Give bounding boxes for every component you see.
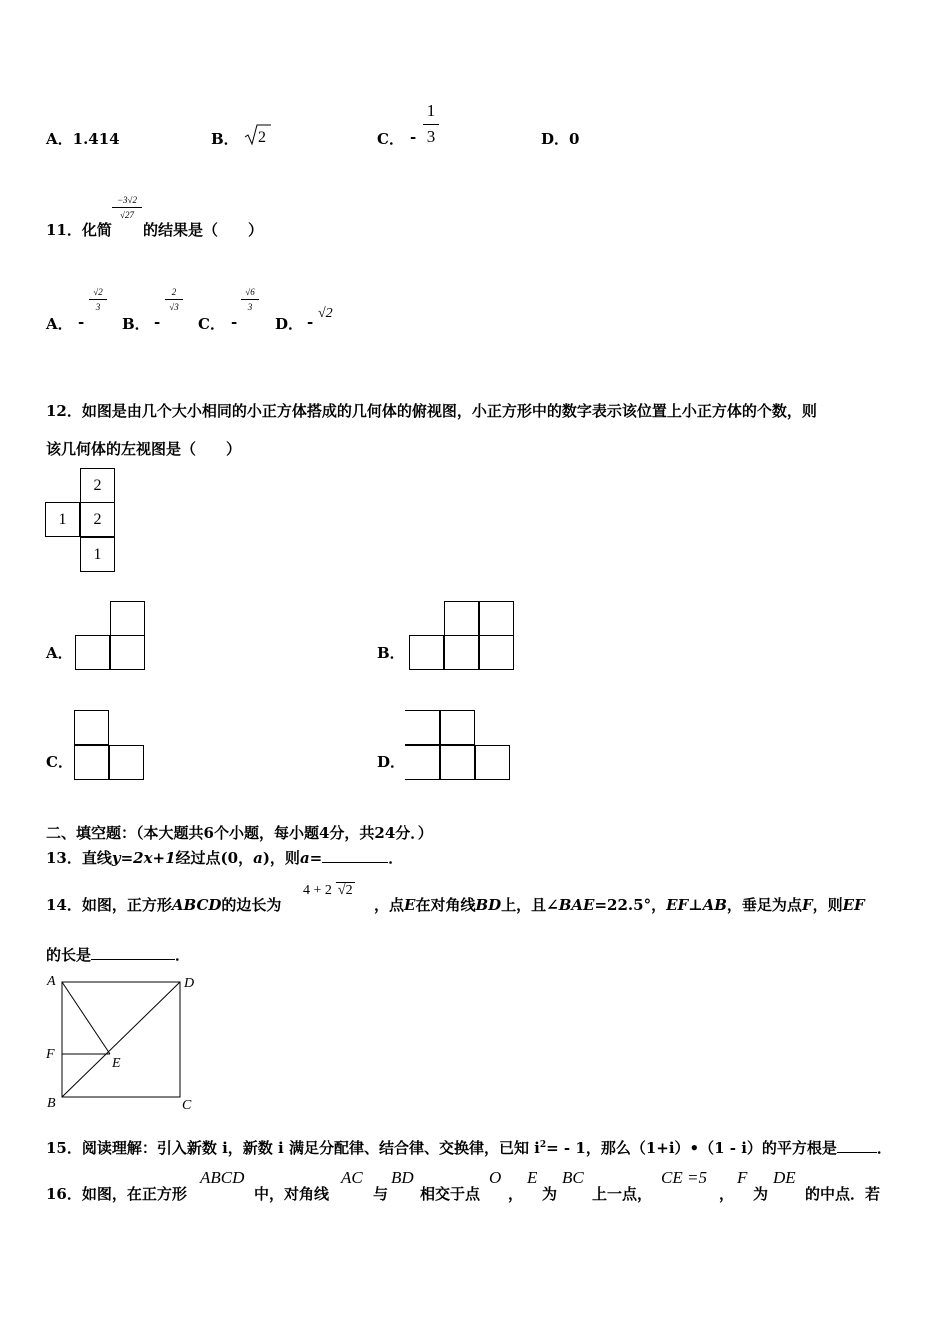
q15-end: ．	[876, 1139, 892, 1157]
q10-option-d: D．0	[541, 130, 580, 148]
q16-text-5: ，	[508, 1185, 524, 1203]
q16-abcd: ABCD	[200, 1168, 245, 1187]
option-d-box	[405, 710, 440, 745]
label-b: B	[47, 1096, 56, 1111]
option-b-box	[409, 635, 444, 670]
section-2-title: 二、填空题：（本大题共6个小题，每小题4分，共24分．）	[46, 824, 433, 842]
q13-text-1: 13．直线	[46, 849, 112, 867]
label-f: F	[46, 1047, 55, 1062]
q14-square-figure	[40, 970, 205, 1115]
q14-text-4: 在对角线	[415, 896, 476, 914]
q14-text-1: 14．如图，正方形	[46, 896, 172, 914]
segment-ae	[62, 982, 110, 1054]
q14-point-f: F	[801, 896, 813, 914]
option-b-box	[479, 601, 514, 636]
q14-line-1	[46, 894, 281, 915]
q10-option-c: C．	[377, 130, 404, 148]
q11-expr-bar	[112, 207, 142, 208]
q11-b-numerator: 2	[171, 287, 177, 297]
q11-option-d-value: √2	[318, 306, 333, 321]
q16-bd: BD	[391, 1168, 414, 1187]
q16-ce: CE =5	[661, 1168, 707, 1187]
q14-point-e: E	[404, 896, 416, 914]
label-c: C	[182, 1098, 192, 1113]
q13-answer-blank	[322, 850, 388, 863]
q14-text-6: =22.5°，	[594, 896, 667, 914]
option-d-box	[440, 710, 475, 745]
q15	[46, 1137, 892, 1158]
option-b-box	[479, 635, 514, 670]
q12-option-a-label: A．	[46, 644, 73, 662]
q16-text-9: 为	[753, 1185, 769, 1203]
q14-text-8: ，则	[812, 896, 843, 914]
q14-text-7: ，垂足为点	[726, 896, 802, 914]
q11-option-a: A．	[46, 315, 73, 333]
top-view-cell-left: 1	[45, 502, 80, 537]
top-view-cell-top: 2	[80, 468, 115, 503]
q14-perp: ⊥	[688, 896, 703, 914]
q11-option-d-sign: -	[307, 313, 314, 331]
q13-text-3: )，则	[262, 849, 300, 867]
q11-b-denominator: √3	[169, 302, 179, 312]
label-e: E	[112, 1056, 121, 1071]
q16-ac: AC	[341, 1168, 363, 1187]
q16-text-2: 中，对角线	[254, 1185, 330, 1203]
q16-bc: BC	[562, 1168, 584, 1187]
q10-option-c-sign: -	[410, 128, 417, 146]
q16-text-7: 上一点，	[592, 1185, 653, 1203]
option-b-box	[444, 601, 479, 636]
q10-option-b: B．	[211, 130, 239, 148]
option-a-box	[75, 635, 110, 670]
label-d: D	[184, 976, 195, 991]
q11-option-b-value	[165, 286, 183, 313]
q10-c-numerator: 1	[426, 101, 436, 120]
q11-c-bar	[241, 299, 259, 300]
q14-answer-blank	[91, 947, 175, 960]
q14-end: ．	[175, 946, 191, 964]
option-c-box	[109, 745, 144, 780]
q11-expression	[112, 194, 142, 221]
q10-option-a: A．1.414	[46, 130, 120, 148]
q12-option-d-label: D．	[377, 753, 406, 771]
q13-var-a-eq: a=	[299, 849, 323, 867]
q14-len-radicand: 2	[345, 883, 353, 898]
q11-c-numerator: √6	[245, 287, 255, 297]
q14-len-prefix: 4 + 2	[303, 883, 332, 898]
option-d-box	[405, 745, 440, 780]
q16-de: DE	[773, 1168, 796, 1187]
q12-line-1: 12．如图是由几个大小相同的小正方体搭成的几何体的俯视图，小正方形中的数字表示该位置上小正方体的个数，则	[46, 402, 817, 420]
q14-text-line2: 的长是	[46, 946, 92, 964]
q11-c-denominator: 3	[247, 302, 253, 312]
q16-e: E	[527, 1168, 538, 1187]
q11-suffix: 的结果是（ ）	[143, 221, 264, 239]
q16-text-3: 与	[373, 1185, 389, 1203]
q11-option-a-sign: -	[78, 313, 85, 331]
q14-ab: AB	[702, 896, 727, 914]
q11-b-bar	[165, 299, 183, 300]
q14-text-2: 的边长为	[221, 896, 282, 914]
q14-text-5: 上，且∠	[501, 896, 559, 914]
q16-text-6: 为	[542, 1185, 558, 1203]
option-d-box	[475, 745, 510, 780]
option-c-box	[74, 745, 109, 780]
q13-var-a: a	[253, 849, 263, 867]
q11-expr-numerator: −3√2	[116, 195, 137, 205]
q14-len-sqrt: √2	[337, 883, 353, 898]
q15-text-1: 15．阅读理解：引入新数 i，新数 i 满足分配律、结合律、交换律，已知 i	[46, 1139, 540, 1157]
q12-option-b-label: B．	[377, 644, 405, 662]
diagonal-bd	[62, 982, 180, 1097]
q14-text-3: ，点	[374, 896, 405, 914]
q11-option-b-sign: -	[154, 313, 161, 331]
q13	[46, 847, 403, 868]
q12-line-2: 该几何体的左视图是（ ）	[46, 440, 242, 458]
top-view-cell-bottom: 1	[80, 537, 115, 572]
q14-ef: EF	[666, 896, 689, 914]
q14-ef-2: EF	[842, 896, 865, 914]
q11-option-c: C．	[198, 315, 225, 333]
q14-line-2	[46, 944, 190, 965]
q13-end: ．	[388, 849, 404, 867]
q16-f: F	[737, 1168, 748, 1187]
q10-c-fraction-bar	[423, 124, 439, 125]
q11-prefix: 11．化简	[46, 221, 112, 239]
q11-option-c-value	[241, 286, 259, 313]
q15-answer-blank	[837, 1140, 877, 1153]
q14-angle: BAE	[558, 896, 595, 914]
option-b-box	[444, 635, 479, 670]
q10-option-b-sqrt	[243, 122, 273, 148]
q14-abcd: ABCD	[171, 896, 222, 914]
q10-b-radicand: 2	[258, 129, 266, 146]
q16-text-10: 的中点．若	[805, 1185, 881, 1203]
q16-text-8: ，	[719, 1185, 735, 1203]
q11-option-a-value	[89, 286, 107, 313]
q11-option-b: B．	[122, 315, 150, 333]
option-d-box	[440, 745, 475, 780]
q13-equation: y=2x+1	[111, 849, 176, 867]
q11-option-d: D．	[275, 315, 304, 333]
top-view-cell-center: 2	[80, 502, 115, 537]
q16-text-4: 相交于点	[420, 1185, 481, 1203]
q12-option-c-label: C．	[46, 753, 73, 771]
q14-bd: BD	[475, 896, 502, 914]
option-a-box	[110, 635, 145, 670]
option-a-box	[110, 601, 145, 636]
q14-side-length	[303, 883, 355, 899]
q16-o: O	[489, 1168, 502, 1187]
label-a: A	[47, 974, 56, 989]
q11-a-bar	[89, 299, 107, 300]
q11-a-denominator: 3	[95, 302, 101, 312]
q11-expr-denominator: √27	[120, 210, 134, 220]
q13-text-2: 经过点(0，	[175, 849, 254, 867]
q10-c-denominator: 3	[426, 127, 436, 146]
q15-superscript: 2	[539, 1140, 547, 1150]
q16-text-1: 16．如图，在正方形	[46, 1185, 187, 1203]
option-c-box	[74, 710, 109, 745]
q15-text-2: = - 1，那么（1+i）•（1 - i）的平方根是	[546, 1139, 837, 1157]
q11-option-c-sign: -	[231, 313, 238, 331]
q11-a-numerator: √2	[93, 287, 103, 297]
q14-line-1b	[374, 894, 865, 915]
